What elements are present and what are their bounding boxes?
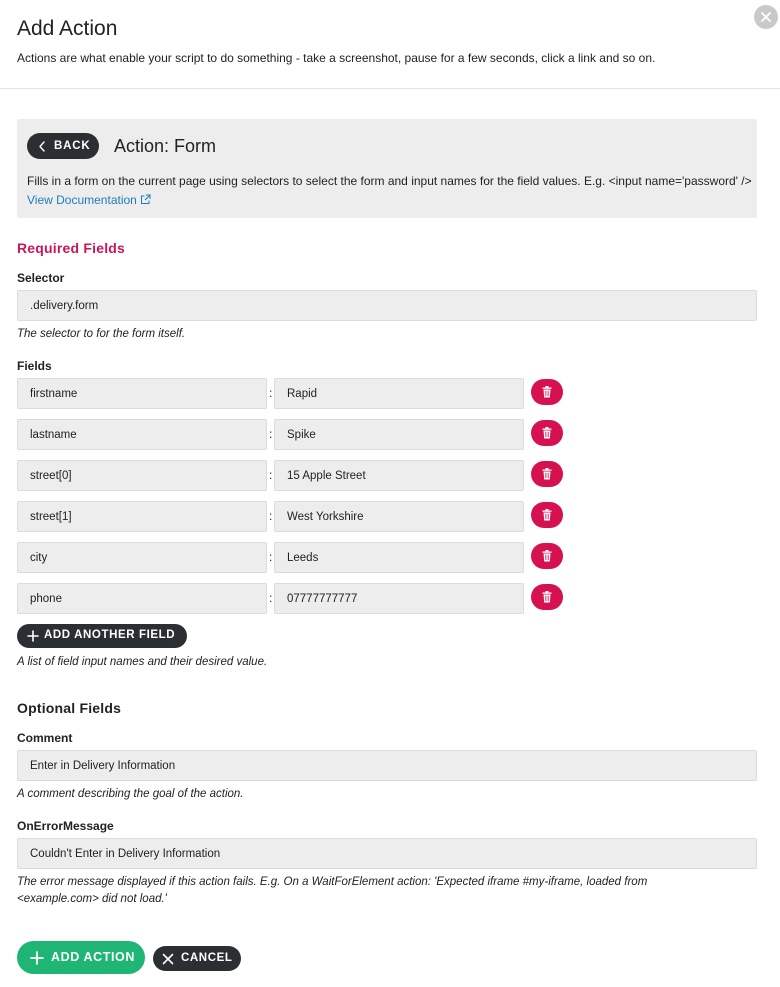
view-documentation-link[interactable] [27, 193, 151, 207]
selector-label: Selector [17, 271, 65, 285]
action-info-panel [17, 119, 757, 218]
selector-help: The selector to for the form itself. [17, 328, 186, 340]
fields-help: A list of field input names and their desired value. [17, 656, 268, 668]
add-another-field-label: ADD ANOTHER FIELD [44, 629, 176, 641]
trash-icon [542, 591, 552, 603]
add-another-field-button[interactable] [17, 624, 187, 648]
close-icon [760, 11, 772, 23]
back-button-label: BACK [54, 140, 91, 152]
action-description [27, 172, 752, 210]
trash-icon [542, 468, 552, 480]
on-error-message-label: OnErrorMessage [17, 819, 114, 833]
field-separator: : [269, 468, 273, 482]
plus-icon [30, 951, 44, 965]
comment-help: A comment describing the goal of the action. [17, 788, 244, 800]
trash-icon [542, 386, 552, 398]
field-name-input[interactable] [17, 378, 267, 409]
field-value-input[interactable] [274, 419, 524, 450]
add-action-label: ADD ACTION [51, 950, 136, 964]
delete-field-button[interactable] [531, 461, 563, 487]
field-separator: : [269, 427, 273, 441]
optional-fields-heading: Optional Fields [17, 700, 122, 716]
field-row [17, 501, 577, 532]
delete-field-button[interactable] [531, 584, 563, 610]
cancel-label: CANCEL [181, 952, 233, 964]
modal-header [0, 0, 780, 89]
trash-icon [542, 509, 552, 521]
delete-field-button[interactable] [531, 379, 563, 405]
add-action-button[interactable] [17, 941, 145, 974]
field-value-input[interactable] [274, 378, 524, 409]
close-button[interactable] [754, 5, 778, 29]
field-separator: : [269, 386, 273, 400]
external-link-icon [140, 194, 151, 205]
field-name-input[interactable] [17, 460, 267, 491]
fields-label: Fields [17, 359, 52, 373]
on-error-message-input[interactable] [17, 838, 757, 869]
field-value-input[interactable] [274, 501, 524, 532]
field-value-input[interactable] [274, 583, 524, 614]
field-row [17, 378, 577, 409]
comment-label: Comment [17, 731, 73, 745]
delete-field-button[interactable] [531, 420, 563, 446]
delete-field-button[interactable] [531, 543, 563, 569]
field-row [17, 419, 577, 450]
field-name-input[interactable] [17, 501, 267, 532]
trash-icon [542, 427, 552, 439]
modal-title: Add Action [17, 17, 118, 40]
comment-input[interactable] [17, 750, 757, 781]
field-separator: : [269, 591, 273, 605]
field-value-input[interactable] [274, 460, 524, 491]
required-fields-heading: Required Fields [17, 240, 126, 256]
x-icon [162, 953, 174, 965]
plus-icon [27, 630, 39, 642]
field-row [17, 583, 577, 614]
field-name-input[interactable] [17, 542, 267, 573]
selector-input[interactable] [17, 290, 757, 321]
delete-field-button[interactable] [531, 502, 563, 528]
back-button[interactable] [27, 133, 99, 159]
cancel-button[interactable] [153, 946, 241, 971]
field-value-input[interactable] [274, 542, 524, 573]
field-row [17, 460, 577, 491]
modal-subtitle: Actions are what enable your script to do something - take a screenshot, pause for a few seconds, click a link and so on. [17, 51, 656, 65]
field-row [17, 542, 577, 573]
action-title: Action: Form [114, 136, 217, 156]
field-name-input[interactable] [17, 419, 267, 450]
chevron-left-icon [38, 141, 46, 152]
field-separator: : [269, 550, 273, 564]
on-error-message-help: The error message displayed if this action fails. E.g. On a WaitForElement action: 'Expected iframe #my-iframe, loaded from <example.com> did not load.' [17, 876, 648, 905]
field-name-input[interactable] [17, 583, 267, 614]
trash-icon [542, 550, 552, 562]
field-separator: : [269, 509, 273, 523]
view-documentation-label: View Documentation [27, 193, 137, 207]
action-description-text: Fills in a form on the current page using selectors to select the form and input names for the field values. E.g. <input name='password' /> [27, 174, 752, 188]
